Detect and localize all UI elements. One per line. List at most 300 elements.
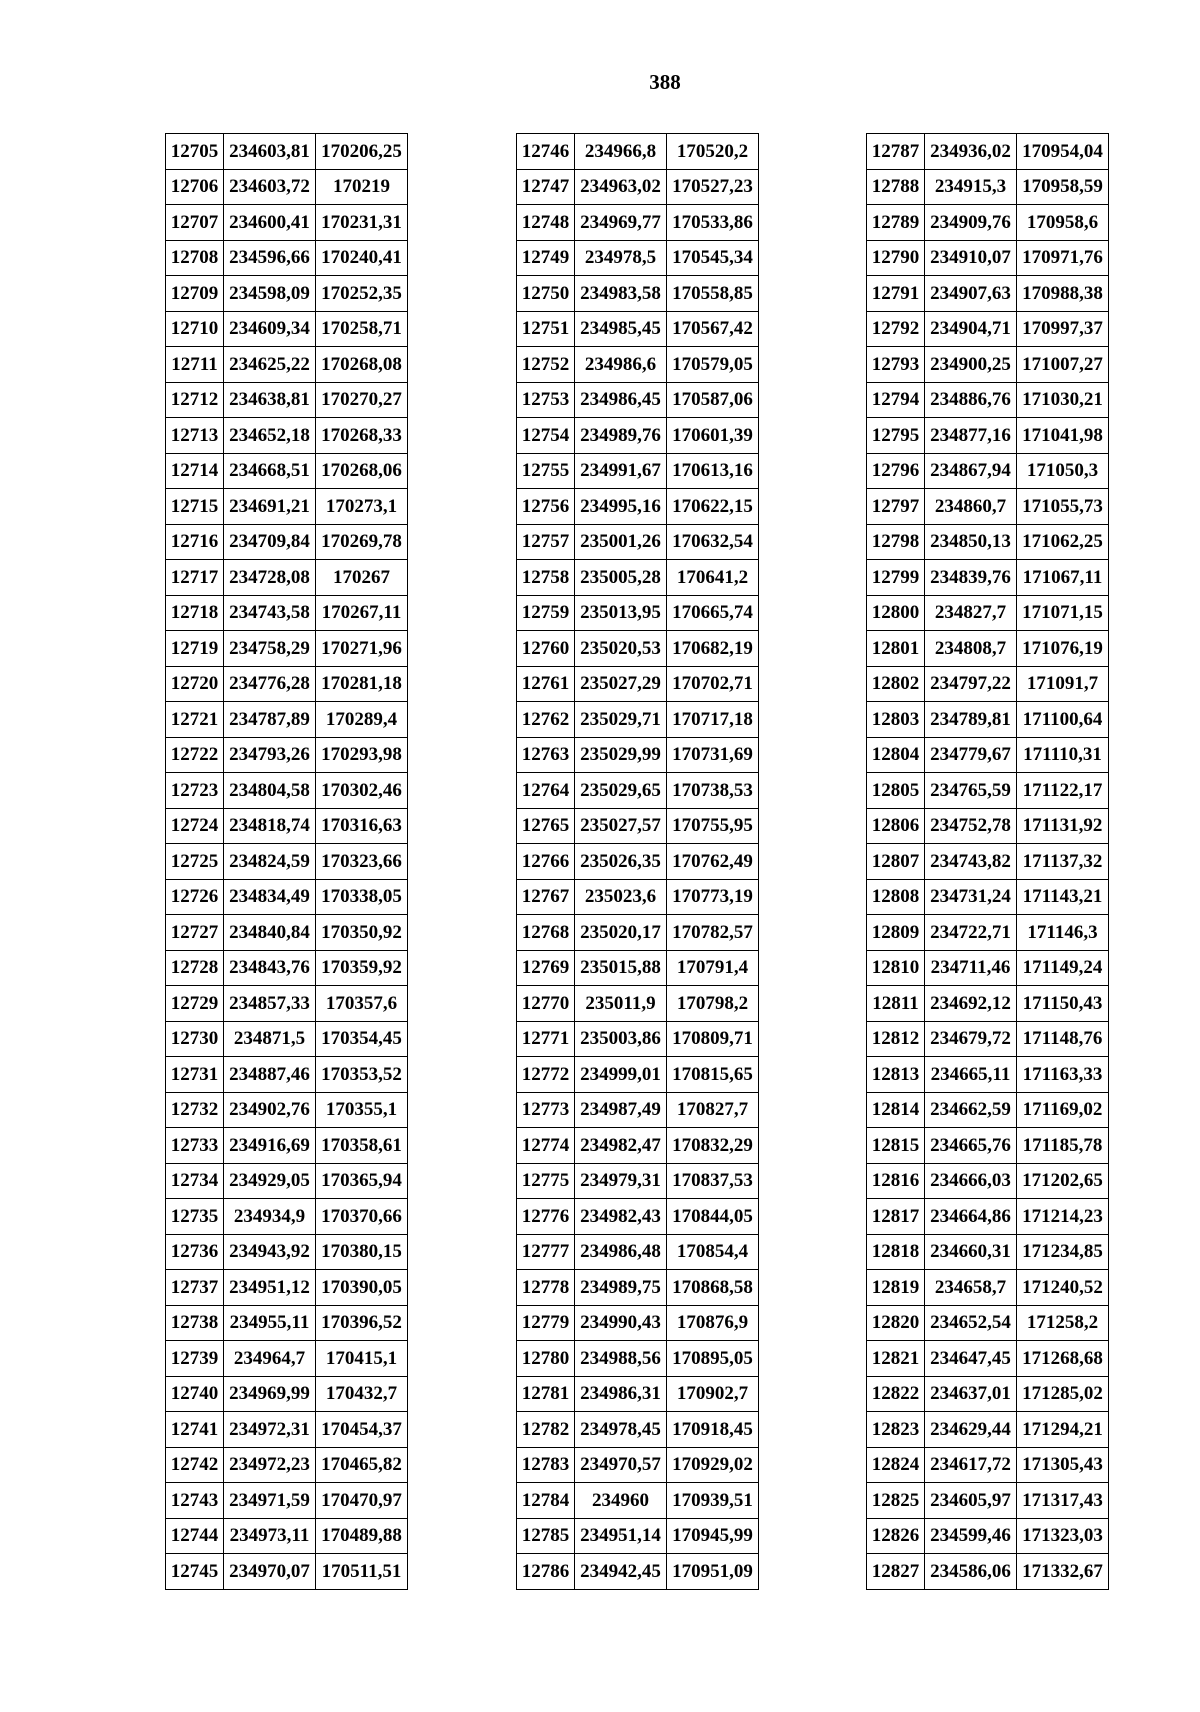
table-row xyxy=(867,1518,1109,1554)
point-number-cell: 12785 xyxy=(517,1518,575,1554)
table-row xyxy=(517,134,759,170)
x-coordinate-cell: 235015,88 xyxy=(575,950,667,986)
table-row xyxy=(517,1447,759,1483)
table-row xyxy=(166,631,408,667)
point-number-cell: 12790 xyxy=(867,240,925,276)
point-number-cell: 12746 xyxy=(517,134,575,170)
x-coordinate-cell: 234652,18 xyxy=(224,418,316,454)
y-coordinate-cell: 170682,19 xyxy=(667,631,759,667)
x-coordinate-cell: 234600,41 xyxy=(224,205,316,241)
x-coordinate-cell: 234871,5 xyxy=(224,1021,316,1057)
point-number-cell: 12742 xyxy=(166,1447,224,1483)
y-coordinate-cell: 171323,03 xyxy=(1017,1518,1109,1554)
table-row xyxy=(517,1092,759,1128)
table-row xyxy=(867,702,1109,738)
table-row xyxy=(867,311,1109,347)
y-coordinate-cell: 171234,85 xyxy=(1017,1234,1109,1270)
y-coordinate-cell: 171030,21 xyxy=(1017,382,1109,418)
y-coordinate-cell: 170271,96 xyxy=(316,631,408,667)
table-row xyxy=(517,1234,759,1270)
table-row xyxy=(867,1128,1109,1164)
point-number-cell: 12789 xyxy=(867,205,925,241)
x-coordinate-cell: 234915,3 xyxy=(925,169,1017,205)
table-row xyxy=(517,169,759,205)
x-coordinate-cell: 234986,31 xyxy=(575,1376,667,1412)
point-number-cell: 12797 xyxy=(867,489,925,525)
x-coordinate-cell: 234731,24 xyxy=(925,879,1017,915)
table-row xyxy=(166,950,408,986)
y-coordinate-cell: 171062,25 xyxy=(1017,524,1109,560)
x-coordinate-cell: 234596,66 xyxy=(224,240,316,276)
point-number-cell: 12757 xyxy=(517,524,575,560)
point-number-cell: 12770 xyxy=(517,986,575,1022)
table-row xyxy=(166,1092,408,1128)
x-coordinate-cell: 234989,75 xyxy=(575,1270,667,1306)
table-row xyxy=(867,453,1109,489)
table-row xyxy=(166,595,408,631)
table-row xyxy=(166,1341,408,1377)
x-coordinate-cell: 234979,31 xyxy=(575,1163,667,1199)
point-number-cell: 12815 xyxy=(867,1128,925,1164)
y-coordinate-cell: 170895,05 xyxy=(667,1341,759,1377)
point-number-cell: 12722 xyxy=(166,737,224,773)
y-coordinate-cell: 170951,09 xyxy=(667,1554,759,1590)
table-row xyxy=(867,1092,1109,1128)
x-coordinate-cell: 235003,86 xyxy=(575,1021,667,1057)
point-number-cell: 12791 xyxy=(867,276,925,312)
table-row xyxy=(517,524,759,560)
y-coordinate-cell: 170815,65 xyxy=(667,1057,759,1093)
y-coordinate-cell: 170738,53 xyxy=(667,773,759,809)
point-number-cell: 12758 xyxy=(517,560,575,596)
table-row xyxy=(867,418,1109,454)
x-coordinate-cell: 234603,81 xyxy=(224,134,316,170)
point-number-cell: 12818 xyxy=(867,1234,925,1270)
y-coordinate-cell: 170755,95 xyxy=(667,808,759,844)
y-coordinate-cell: 170380,15 xyxy=(316,1234,408,1270)
y-coordinate-cell: 170731,69 xyxy=(667,737,759,773)
y-coordinate-cell: 170958,6 xyxy=(1017,205,1109,241)
y-coordinate-cell: 170355,1 xyxy=(316,1092,408,1128)
x-coordinate-cell: 234834,49 xyxy=(224,879,316,915)
x-coordinate-cell: 235029,65 xyxy=(575,773,667,809)
y-coordinate-cell: 170415,1 xyxy=(316,1341,408,1377)
point-number-cell: 12744 xyxy=(166,1518,224,1554)
y-coordinate-cell: 171202,65 xyxy=(1017,1163,1109,1199)
table-row xyxy=(166,737,408,773)
table-row xyxy=(517,1021,759,1057)
point-number-cell: 12718 xyxy=(166,595,224,631)
coordinates-table-2 xyxy=(516,133,759,1590)
x-coordinate-cell: 234988,56 xyxy=(575,1341,667,1377)
table-row xyxy=(517,1270,759,1306)
point-number-cell: 12721 xyxy=(166,702,224,738)
point-number-cell: 12816 xyxy=(867,1163,925,1199)
point-number-cell: 12782 xyxy=(517,1412,575,1448)
y-coordinate-cell: 171055,73 xyxy=(1017,489,1109,525)
y-coordinate-cell: 171146,3 xyxy=(1017,915,1109,951)
coordinates-table-3 xyxy=(866,133,1109,1590)
point-number-cell: 12727 xyxy=(166,915,224,951)
point-number-cell: 12714 xyxy=(166,453,224,489)
x-coordinate-cell: 234843,76 xyxy=(224,950,316,986)
table-row xyxy=(517,631,759,667)
y-coordinate-cell: 170868,58 xyxy=(667,1270,759,1306)
y-coordinate-cell: 170350,92 xyxy=(316,915,408,951)
y-coordinate-cell: 170939,51 xyxy=(667,1483,759,1519)
x-coordinate-cell: 234934,9 xyxy=(224,1199,316,1235)
point-number-cell: 12761 xyxy=(517,666,575,702)
x-coordinate-cell: 234991,67 xyxy=(575,453,667,489)
x-coordinate-cell: 234990,43 xyxy=(575,1305,667,1341)
y-coordinate-cell: 170902,7 xyxy=(667,1376,759,1412)
x-coordinate-cell: 234662,59 xyxy=(925,1092,1017,1128)
x-coordinate-cell: 234598,09 xyxy=(224,276,316,312)
y-coordinate-cell: 170954,04 xyxy=(1017,134,1109,170)
point-number-cell: 12732 xyxy=(166,1092,224,1128)
y-coordinate-cell: 170358,61 xyxy=(316,1128,408,1164)
table-row xyxy=(867,1447,1109,1483)
point-number-cell: 12752 xyxy=(517,347,575,383)
x-coordinate-cell: 234900,25 xyxy=(925,347,1017,383)
point-number-cell: 12766 xyxy=(517,844,575,880)
table-row xyxy=(517,1341,759,1377)
point-number-cell: 12709 xyxy=(166,276,224,312)
x-coordinate-cell: 235029,71 xyxy=(575,702,667,738)
y-coordinate-cell: 170958,59 xyxy=(1017,169,1109,205)
table-row xyxy=(166,1057,408,1093)
x-coordinate-cell: 234999,01 xyxy=(575,1057,667,1093)
point-number-cell: 12716 xyxy=(166,524,224,560)
x-coordinate-cell: 234666,03 xyxy=(925,1163,1017,1199)
point-number-cell: 12743 xyxy=(166,1483,224,1519)
point-number-cell: 12774 xyxy=(517,1128,575,1164)
y-coordinate-cell: 171149,24 xyxy=(1017,950,1109,986)
x-coordinate-cell: 234907,63 xyxy=(925,276,1017,312)
y-coordinate-cell: 170323,66 xyxy=(316,844,408,880)
table-row xyxy=(166,879,408,915)
point-number-cell: 12796 xyxy=(867,453,925,489)
x-coordinate-cell: 234942,45 xyxy=(575,1554,667,1590)
x-coordinate-cell: 234599,46 xyxy=(925,1518,1017,1554)
table-row xyxy=(517,418,759,454)
x-coordinate-cell: 234603,72 xyxy=(224,169,316,205)
table-row xyxy=(867,134,1109,170)
table-row xyxy=(517,1518,759,1554)
x-coordinate-cell: 234839,76 xyxy=(925,560,1017,596)
table-row xyxy=(517,737,759,773)
y-coordinate-cell: 170837,53 xyxy=(667,1163,759,1199)
x-coordinate-cell: 234971,59 xyxy=(224,1483,316,1519)
table-row xyxy=(867,773,1109,809)
x-coordinate-cell: 234840,84 xyxy=(224,915,316,951)
y-coordinate-cell: 171007,27 xyxy=(1017,347,1109,383)
x-coordinate-cell: 235005,28 xyxy=(575,560,667,596)
x-coordinate-cell: 234779,67 xyxy=(925,737,1017,773)
x-coordinate-cell: 234970,57 xyxy=(575,1447,667,1483)
x-coordinate-cell: 234886,76 xyxy=(925,382,1017,418)
point-number-cell: 12810 xyxy=(867,950,925,986)
x-coordinate-cell: 234916,69 xyxy=(224,1128,316,1164)
table-row xyxy=(166,453,408,489)
y-coordinate-cell: 171294,21 xyxy=(1017,1412,1109,1448)
y-coordinate-cell: 170971,76 xyxy=(1017,240,1109,276)
x-coordinate-cell: 234818,74 xyxy=(224,808,316,844)
y-coordinate-cell: 171163,33 xyxy=(1017,1057,1109,1093)
table-row xyxy=(517,240,759,276)
x-coordinate-cell: 234637,01 xyxy=(925,1376,1017,1412)
table-row xyxy=(867,1199,1109,1235)
table-row xyxy=(517,347,759,383)
table-row xyxy=(867,1021,1109,1057)
point-number-cell: 12759 xyxy=(517,595,575,631)
table-row xyxy=(517,986,759,1022)
table-row xyxy=(166,1163,408,1199)
point-number-cell: 12786 xyxy=(517,1554,575,1590)
y-coordinate-cell: 170268,33 xyxy=(316,418,408,454)
table-row xyxy=(867,382,1109,418)
point-number-cell: 12771 xyxy=(517,1021,575,1057)
point-number-cell: 12737 xyxy=(166,1270,224,1306)
y-coordinate-cell: 171110,31 xyxy=(1017,737,1109,773)
y-coordinate-cell: 170454,37 xyxy=(316,1412,408,1448)
point-number-cell: 12739 xyxy=(166,1341,224,1377)
point-number-cell: 12825 xyxy=(867,1483,925,1519)
x-coordinate-cell: 234625,22 xyxy=(224,347,316,383)
table-row xyxy=(517,879,759,915)
page-number: 388 xyxy=(649,70,681,94)
table-row xyxy=(166,1234,408,1270)
table-row xyxy=(517,453,759,489)
y-coordinate-cell: 170353,52 xyxy=(316,1057,408,1093)
y-coordinate-cell: 170945,99 xyxy=(667,1518,759,1554)
table-row xyxy=(517,702,759,738)
point-number-cell: 12751 xyxy=(517,311,575,347)
point-number-cell: 12754 xyxy=(517,418,575,454)
x-coordinate-cell: 234973,11 xyxy=(224,1518,316,1554)
x-coordinate-cell: 234955,11 xyxy=(224,1305,316,1341)
point-number-cell: 12819 xyxy=(867,1270,925,1306)
table-row xyxy=(867,1270,1109,1306)
y-coordinate-cell: 171332,67 xyxy=(1017,1554,1109,1590)
y-coordinate-cell: 171143,21 xyxy=(1017,879,1109,915)
point-number-cell: 12826 xyxy=(867,1518,925,1554)
x-coordinate-cell: 234902,76 xyxy=(224,1092,316,1128)
y-coordinate-cell: 170641,2 xyxy=(667,560,759,596)
x-coordinate-cell: 235027,29 xyxy=(575,666,667,702)
point-number-cell: 12706 xyxy=(166,169,224,205)
x-coordinate-cell: 235011,9 xyxy=(575,986,667,1022)
y-coordinate-cell: 171285,02 xyxy=(1017,1376,1109,1412)
table-row xyxy=(166,1305,408,1341)
table-row xyxy=(517,915,759,951)
y-coordinate-cell: 170267,11 xyxy=(316,595,408,631)
x-coordinate-cell: 234609,34 xyxy=(224,311,316,347)
point-number-cell: 12814 xyxy=(867,1092,925,1128)
x-coordinate-cell: 234951,14 xyxy=(575,1518,667,1554)
table-row xyxy=(166,1554,408,1590)
x-coordinate-cell: 234638,81 xyxy=(224,382,316,418)
point-number-cell: 12760 xyxy=(517,631,575,667)
x-coordinate-cell: 234660,31 xyxy=(925,1234,1017,1270)
y-coordinate-cell: 171185,78 xyxy=(1017,1128,1109,1164)
point-number-cell: 12822 xyxy=(867,1376,925,1412)
point-number-cell: 12756 xyxy=(517,489,575,525)
x-coordinate-cell: 234960 xyxy=(575,1483,667,1519)
y-coordinate-cell: 171169,02 xyxy=(1017,1092,1109,1128)
x-coordinate-cell: 234691,21 xyxy=(224,489,316,525)
x-coordinate-cell: 234722,71 xyxy=(925,915,1017,951)
x-coordinate-cell: 234964,7 xyxy=(224,1341,316,1377)
point-number-cell: 12780 xyxy=(517,1341,575,1377)
point-number-cell: 12788 xyxy=(867,169,925,205)
point-number-cell: 12736 xyxy=(166,1234,224,1270)
table-row xyxy=(166,489,408,525)
point-number-cell: 12715 xyxy=(166,489,224,525)
x-coordinate-cell: 235020,17 xyxy=(575,915,667,951)
table-row xyxy=(517,808,759,844)
y-coordinate-cell: 170231,31 xyxy=(316,205,408,241)
point-number-cell: 12733 xyxy=(166,1128,224,1164)
point-number-cell: 12750 xyxy=(517,276,575,312)
y-coordinate-cell: 170665,74 xyxy=(667,595,759,631)
table-row xyxy=(867,1554,1109,1590)
x-coordinate-cell: 234978,45 xyxy=(575,1412,667,1448)
point-number-cell: 12811 xyxy=(867,986,925,1022)
table-row xyxy=(517,844,759,880)
table-row xyxy=(166,1376,408,1412)
table-row xyxy=(517,1554,759,1590)
y-coordinate-cell: 170432,7 xyxy=(316,1376,408,1412)
y-coordinate-cell: 170854,4 xyxy=(667,1234,759,1270)
y-coordinate-cell: 170370,66 xyxy=(316,1199,408,1235)
point-number-cell: 12726 xyxy=(166,879,224,915)
table-row xyxy=(166,347,408,383)
point-number-cell: 12802 xyxy=(867,666,925,702)
y-coordinate-cell: 170558,85 xyxy=(667,276,759,312)
y-coordinate-cell: 170997,37 xyxy=(1017,311,1109,347)
y-coordinate-cell: 170798,2 xyxy=(667,986,759,1022)
x-coordinate-cell: 234668,51 xyxy=(224,453,316,489)
x-coordinate-cell: 234857,33 xyxy=(224,986,316,1022)
x-coordinate-cell: 235027,57 xyxy=(575,808,667,844)
x-coordinate-cell: 234728,08 xyxy=(224,560,316,596)
x-coordinate-cell: 235013,95 xyxy=(575,595,667,631)
table-row xyxy=(517,311,759,347)
point-number-cell: 12731 xyxy=(166,1057,224,1093)
y-coordinate-cell: 170357,6 xyxy=(316,986,408,1022)
y-coordinate-cell: 171067,11 xyxy=(1017,560,1109,596)
table-row xyxy=(867,1057,1109,1093)
y-coordinate-cell: 170511,51 xyxy=(316,1554,408,1590)
table-row xyxy=(517,1128,759,1164)
x-coordinate-cell: 234867,94 xyxy=(925,453,1017,489)
table-row xyxy=(517,1305,759,1341)
y-coordinate-cell: 170281,18 xyxy=(316,666,408,702)
table-row xyxy=(166,169,408,205)
table-row xyxy=(867,347,1109,383)
x-coordinate-cell: 234765,59 xyxy=(925,773,1017,809)
table-row xyxy=(517,382,759,418)
point-number-cell: 12734 xyxy=(166,1163,224,1199)
y-coordinate-cell: 171091,7 xyxy=(1017,666,1109,702)
x-coordinate-cell: 234877,16 xyxy=(925,418,1017,454)
x-coordinate-cell: 234989,76 xyxy=(575,418,667,454)
y-coordinate-cell: 170533,86 xyxy=(667,205,759,241)
point-number-cell: 12792 xyxy=(867,311,925,347)
x-coordinate-cell: 234665,11 xyxy=(925,1057,1017,1093)
x-coordinate-cell: 234758,29 xyxy=(224,631,316,667)
point-number-cell: 12719 xyxy=(166,631,224,667)
table-row xyxy=(166,1483,408,1519)
x-coordinate-cell: 234658,7 xyxy=(925,1270,1017,1306)
table-row xyxy=(166,276,408,312)
point-number-cell: 12740 xyxy=(166,1376,224,1412)
table-row xyxy=(166,1199,408,1235)
point-number-cell: 12748 xyxy=(517,205,575,241)
table-row xyxy=(166,844,408,880)
point-number-cell: 12803 xyxy=(867,702,925,738)
y-coordinate-cell: 170396,52 xyxy=(316,1305,408,1341)
x-coordinate-cell: 234617,72 xyxy=(925,1447,1017,1483)
table-row xyxy=(166,382,408,418)
table-row xyxy=(166,1270,408,1306)
point-number-cell: 12723 xyxy=(166,773,224,809)
y-coordinate-cell: 170465,82 xyxy=(316,1447,408,1483)
point-number-cell: 12767 xyxy=(517,879,575,915)
table-row xyxy=(867,950,1109,986)
point-number-cell: 12729 xyxy=(166,986,224,1022)
table-row xyxy=(517,666,759,702)
table-row xyxy=(517,560,759,596)
x-coordinate-cell: 234850,13 xyxy=(925,524,1017,560)
y-coordinate-cell: 171071,15 xyxy=(1017,595,1109,631)
x-coordinate-cell: 234982,47 xyxy=(575,1128,667,1164)
table-row xyxy=(867,1234,1109,1270)
table-row xyxy=(867,808,1109,844)
point-number-cell: 12783 xyxy=(517,1447,575,1483)
y-coordinate-cell: 170206,25 xyxy=(316,134,408,170)
point-number-cell: 12775 xyxy=(517,1163,575,1199)
table-row xyxy=(867,1305,1109,1341)
x-coordinate-cell: 234776,28 xyxy=(224,666,316,702)
x-coordinate-cell: 234986,6 xyxy=(575,347,667,383)
table-row xyxy=(517,1057,759,1093)
y-coordinate-cell: 170269,78 xyxy=(316,524,408,560)
y-coordinate-cell: 171240,52 xyxy=(1017,1270,1109,1306)
point-number-cell: 12724 xyxy=(166,808,224,844)
y-coordinate-cell: 171122,17 xyxy=(1017,773,1109,809)
point-number-cell: 12765 xyxy=(517,808,575,844)
point-number-cell: 12817 xyxy=(867,1199,925,1235)
table-row xyxy=(517,1376,759,1412)
point-number-cell: 12764 xyxy=(517,773,575,809)
point-number-cell: 12768 xyxy=(517,915,575,951)
y-coordinate-cell: 171050,3 xyxy=(1017,453,1109,489)
table-row xyxy=(867,1412,1109,1448)
point-number-cell: 12794 xyxy=(867,382,925,418)
table-row xyxy=(166,560,408,596)
y-coordinate-cell: 170717,18 xyxy=(667,702,759,738)
y-coordinate-cell: 170359,92 xyxy=(316,950,408,986)
point-number-cell: 12741 xyxy=(166,1412,224,1448)
table-row xyxy=(867,489,1109,525)
x-coordinate-cell: 234709,84 xyxy=(224,524,316,560)
y-coordinate-cell: 171100,64 xyxy=(1017,702,1109,738)
y-coordinate-cell: 170267 xyxy=(316,560,408,596)
x-coordinate-cell: 235029,99 xyxy=(575,737,667,773)
point-number-cell: 12800 xyxy=(867,595,925,631)
